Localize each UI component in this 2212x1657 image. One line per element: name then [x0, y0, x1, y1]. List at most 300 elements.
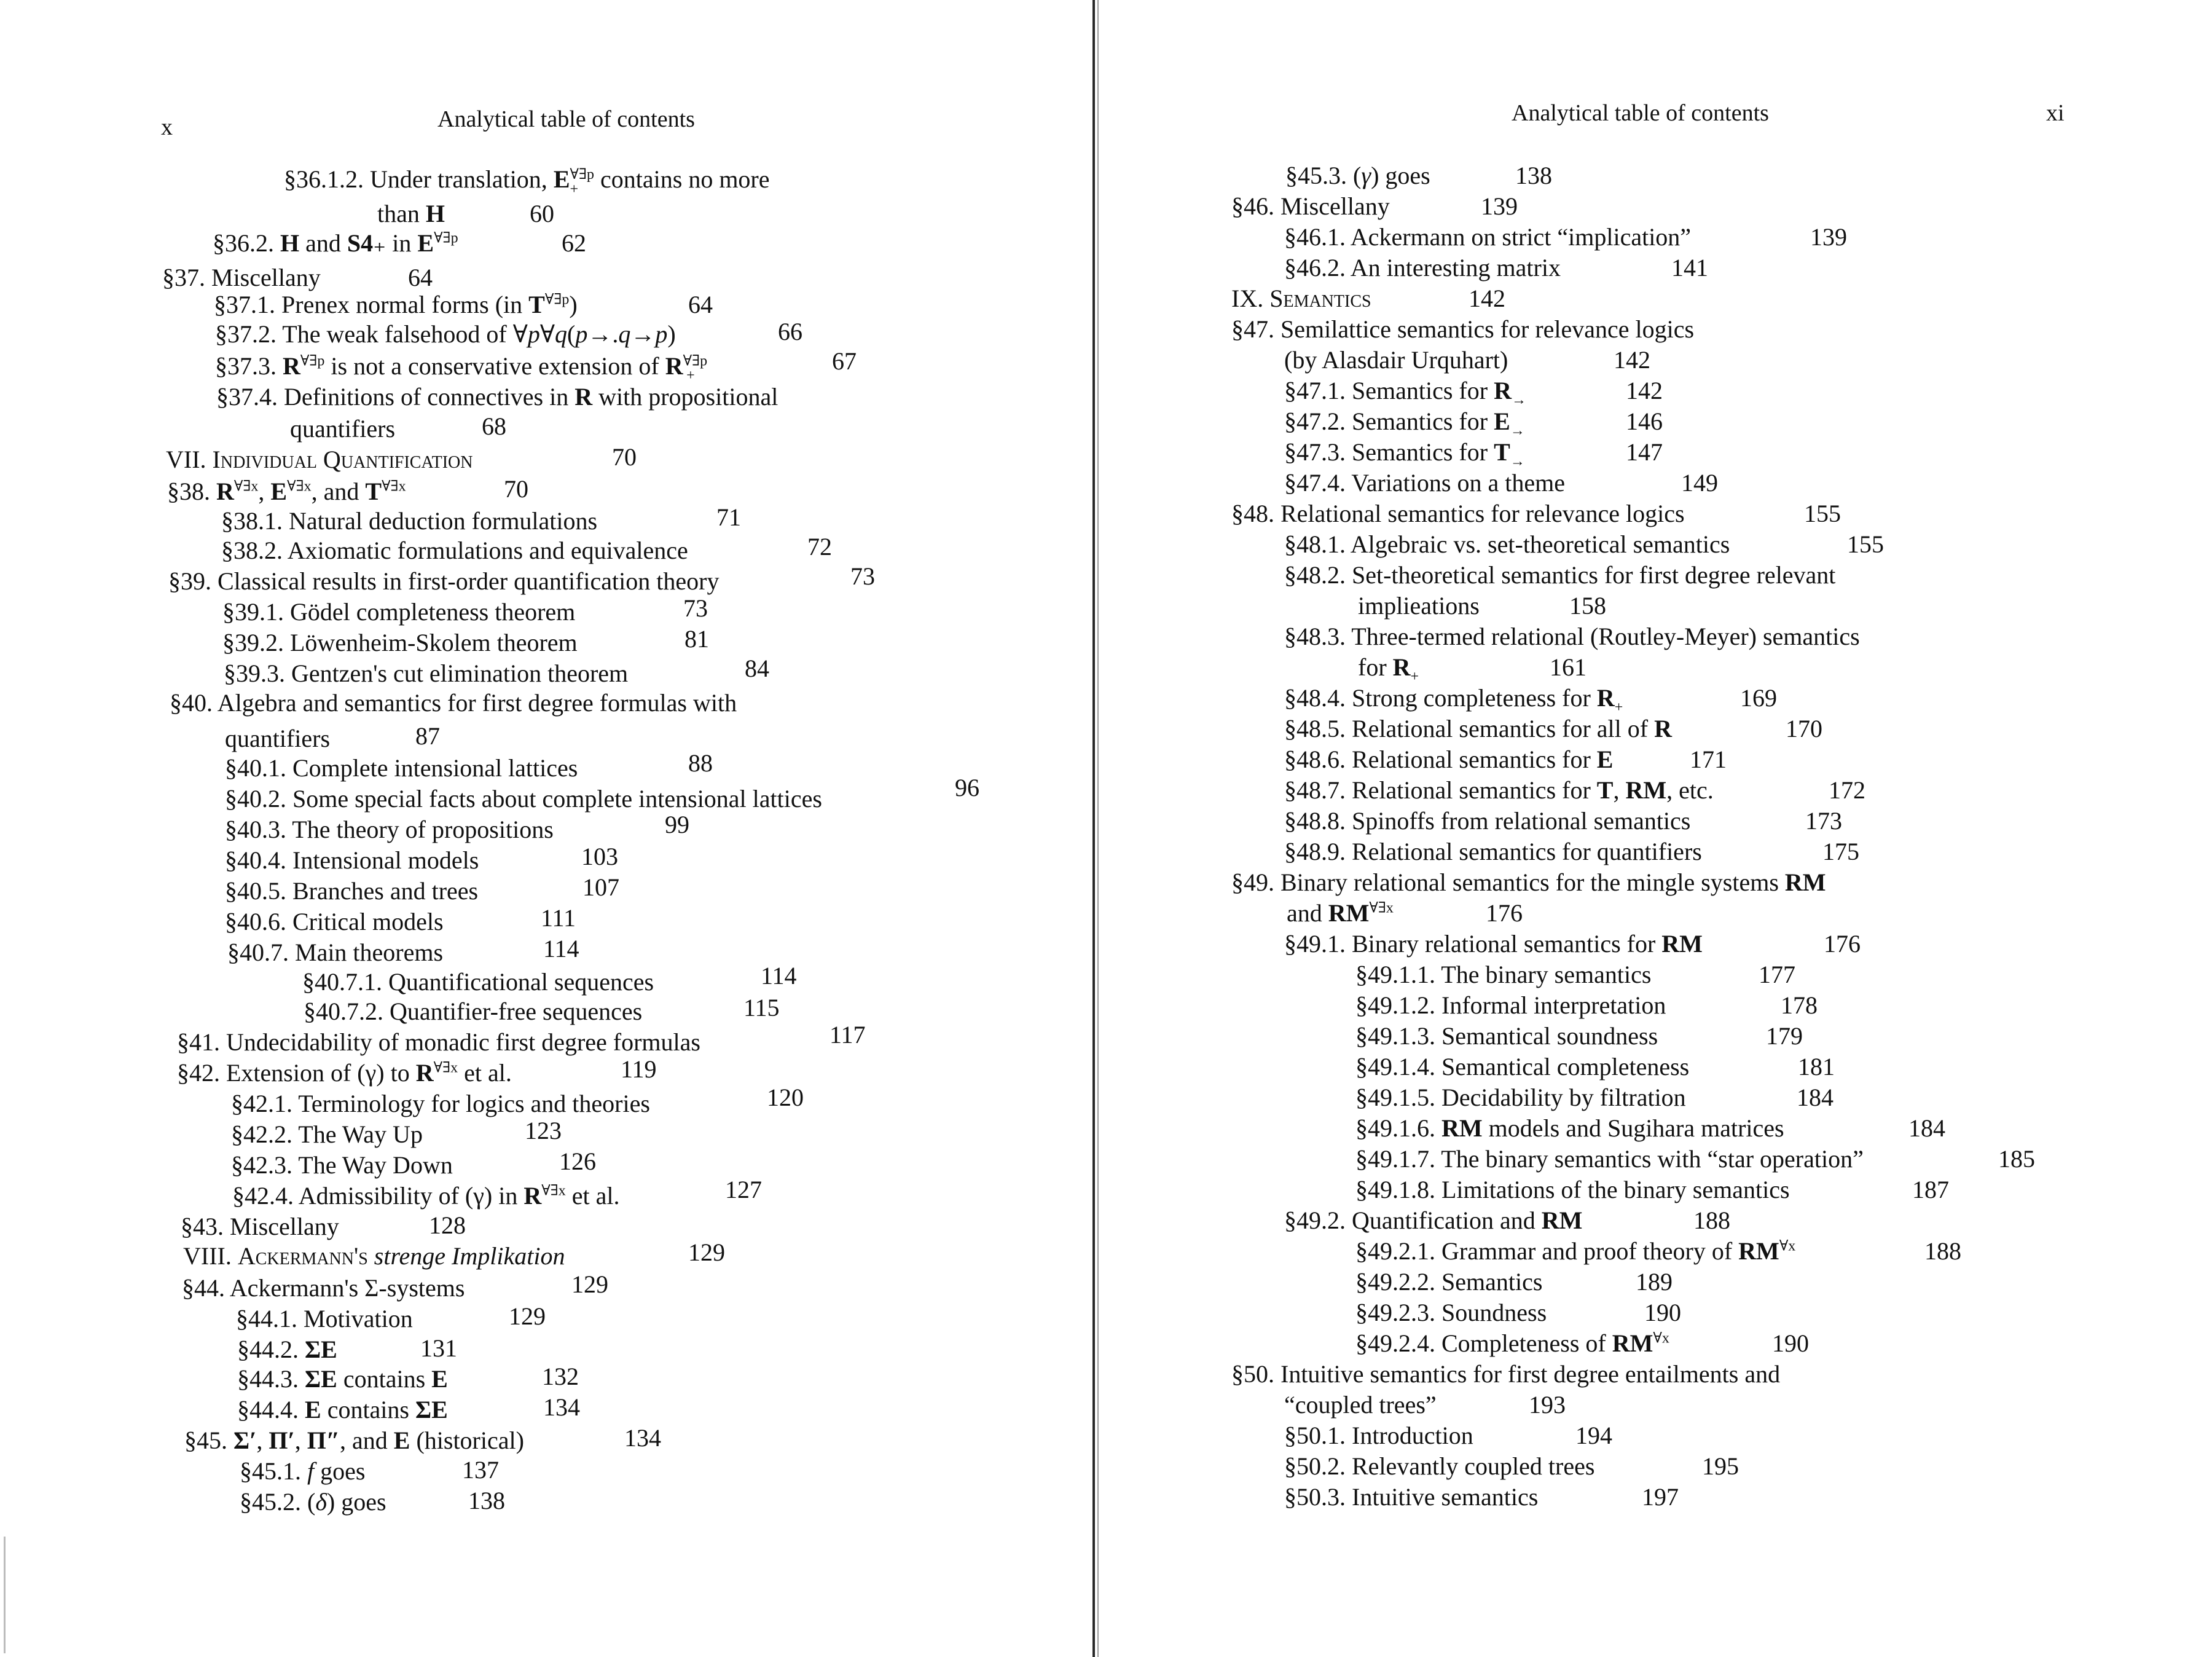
entry-title: H and S4₊ in $E^{\forall\exists p}$ — [280, 229, 458, 257]
entry-number: §37.4. — [216, 383, 278, 411]
toc-entry[interactable] — [1355, 1237, 1795, 1266]
page-number: 188 — [1924, 1237, 1961, 1265]
entry-number: §37.3. — [215, 352, 276, 380]
entry-title: Relevantly coupled trees — [1352, 1452, 1595, 1480]
entry-number: §49.1.4. — [1355, 1053, 1435, 1080]
page-number: 177 — [1759, 961, 1795, 988]
entry-title: Spinoffs from relational semantics — [1352, 807, 1691, 835]
entry-number: §38.1. — [221, 507, 283, 535]
page-number: 126 — [559, 1147, 596, 1175]
page-number: 176 — [1486, 899, 1523, 927]
entry-title: Limitations of the binary semantics — [1441, 1176, 1790, 1203]
page-number: 146 — [1626, 407, 1663, 435]
page-number: 132 — [542, 1363, 579, 1390]
entry-number: §49.1.7. — [1355, 1145, 1435, 1173]
entry-number: §42.4. — [232, 1182, 294, 1210]
page-number: 73 — [683, 594, 708, 622]
entry-number: §47. — [1231, 315, 1274, 343]
page-number: 131 — [420, 1334, 457, 1362]
entry-title: f goes — [307, 1457, 366, 1485]
entry-number: §49.1. — [1284, 930, 1346, 958]
entry-title: (δ) goes — [307, 1488, 386, 1516]
toc-entry[interactable] — [225, 876, 478, 906]
toc-entry[interactable] — [227, 938, 443, 967]
page-number: 134 — [624, 1424, 661, 1452]
toc-entry[interactable] — [221, 536, 688, 565]
entry-number: §44.4. — [237, 1396, 299, 1423]
page-edge-mark — [4, 1537, 6, 1653]
toc-entry[interactable] — [237, 1395, 448, 1425]
entry-title: Ackermann on strict “implication” — [1350, 223, 1692, 251]
entry-number: §44. — [182, 1274, 225, 1302]
entry-title: Strong completeness for $R_+$ — [1352, 684, 1623, 715]
entry-number: §39.2. — [222, 629, 284, 656]
toc-entry[interactable] — [177, 1058, 512, 1088]
page-number: 197 — [1642, 1483, 1679, 1511]
entry-number: §49.1.2. — [1355, 991, 1435, 1019]
entry-number: §47.2. — [1284, 407, 1346, 435]
entry-title: Semantics — [1441, 1268, 1543, 1296]
page-number: 179 — [1766, 1022, 1803, 1050]
entry-title: Gödel completeness theorem — [290, 598, 576, 626]
page-number: 119 — [621, 1055, 657, 1083]
toc-entry[interactable] — [284, 165, 770, 197]
entry-title: Classical results in first-order quantification theory — [218, 567, 720, 595]
book-gutter-shadow — [1097, 0, 1099, 1657]
page-number: 107 — [582, 873, 619, 901]
page-number: 176 — [1824, 930, 1861, 958]
toc-entry-cont: quantifiers — [290, 415, 396, 443]
entry-number: §48. — [1231, 500, 1274, 527]
page-number: 115 — [743, 994, 780, 1021]
entry-title: Ackermann's strenge Implikation — [237, 1242, 565, 1270]
entry-title: Intensional models — [292, 846, 479, 874]
entry-number: IX. — [1231, 285, 1264, 312]
entry-title: Three-termed relational (Routley-Meyer) semantics — [1351, 623, 1860, 650]
entry-title: Relational semantics for relevance logics — [1281, 500, 1685, 527]
entry-number: §36.2. — [213, 229, 274, 257]
entry-title: Gentzen's cut elimination theorem — [291, 659, 629, 687]
page-number: 134 — [543, 1393, 580, 1421]
entry-number: §50.3. — [1284, 1483, 1346, 1511]
toc-entry[interactable] — [222, 628, 578, 658]
page-number: 84 — [745, 655, 769, 682]
page-number: 155 — [1847, 530, 1884, 558]
toc-entry[interactable] — [240, 1457, 365, 1486]
entry-title: Main theorems — [295, 939, 444, 966]
page-number: 128 — [429, 1211, 466, 1239]
entry-title: Binary relational semantics for the mingle systems RM — [1281, 868, 1826, 896]
toc-entry-cont: implieations — [1358, 592, 1480, 620]
entry-number: §41. — [177, 1028, 220, 1056]
entry-number: §49.2.2. — [1355, 1268, 1435, 1296]
toc-entry[interactable] — [1284, 253, 1561, 283]
entry-number: §49.1.8. — [1355, 1176, 1435, 1203]
entry-number: §42.1. — [231, 1090, 292, 1117]
toc-entry[interactable] — [1231, 284, 1371, 313]
entry-number: §46.1. — [1284, 223, 1346, 251]
toc-entry[interactable] — [215, 320, 676, 349]
entry-title: Semantics for $E_\to$ — [1352, 407, 1525, 439]
toc-entry[interactable] — [231, 1089, 650, 1119]
entry-number: §47.1. — [1284, 377, 1346, 404]
toc-entry[interactable] — [1231, 315, 1694, 344]
page-number: 139 — [1810, 223, 1847, 251]
entry-title: Quantificational sequences — [388, 968, 654, 996]
toc-entry[interactable] — [182, 1273, 465, 1303]
page-number: 190 — [1772, 1329, 1809, 1357]
toc-entry[interactable] — [214, 290, 578, 320]
toc-entry[interactable] — [1284, 1452, 1594, 1481]
entry-number: §44.1. — [236, 1305, 297, 1332]
entry-number: §47.3. — [1284, 438, 1346, 466]
entry-title: Motivation — [304, 1305, 413, 1332]
page-number: 195 — [1702, 1452, 1739, 1480]
toc-entry[interactable] — [231, 1151, 453, 1180]
page-number: 141 — [1671, 254, 1708, 281]
entry-number: §38.2. — [221, 537, 283, 564]
page-number: 67 — [832, 347, 857, 375]
entry-number: §37.2. — [215, 320, 276, 348]
entry-number: §50.2. — [1284, 1452, 1346, 1480]
running-head-right: Analytical table of contents — [1512, 100, 1769, 126]
entry-number: §48.2. — [1284, 561, 1346, 589]
entry-title: Extension of (γ) to $R^{\forall\exists x}$ et al. — [226, 1059, 512, 1087]
toc-entry[interactable] — [184, 1426, 524, 1455]
entry-title: Variations on a theme — [1351, 469, 1565, 497]
page-number: 127 — [725, 1176, 762, 1203]
entry-title: Löwenheim-Skolem theorem — [290, 629, 578, 656]
toc-entry[interactable] — [237, 1335, 337, 1364]
page-number: 193 — [1529, 1391, 1566, 1419]
entry-title: Relational semantics for E — [1352, 746, 1614, 773]
toc-entry[interactable] — [225, 907, 444, 937]
toc-entry[interactable] — [1355, 1144, 1864, 1174]
page-number: 158 — [1569, 592, 1606, 620]
entry-number: §48.6. — [1284, 746, 1346, 773]
page-number: 120 — [767, 1084, 804, 1111]
entry-title: Under translation, E ∀∃p + contains no more — [370, 165, 770, 197]
page-number: 155 — [1804, 500, 1841, 527]
entry-number: §40.1. — [225, 754, 286, 782]
page-number: 170 — [1786, 715, 1822, 742]
toc-entry[interactable] — [1231, 868, 1826, 897]
entry-number: §45. — [184, 1427, 227, 1454]
toc-entry[interactable] — [1284, 222, 1691, 252]
toc-entry[interactable] — [1355, 1329, 1669, 1358]
toc-entry[interactable] — [1355, 1114, 1784, 1143]
entry-number: VII. — [166, 446, 206, 473]
toc-entry[interactable] — [231, 1120, 423, 1149]
entry-title: Relational semantics for quantifiers — [1352, 838, 1702, 865]
page-number: 172 — [1829, 776, 1865, 804]
entry-number: §49.1.1. — [1355, 961, 1435, 988]
entry-title: RM models and Sugihara matrices — [1441, 1114, 1784, 1142]
entry-number: §40. — [170, 689, 213, 717]
entry-number: §49.2. — [1284, 1206, 1346, 1234]
page-number: 114 — [543, 935, 579, 962]
entry-title: Relational semantics for all of R — [1352, 715, 1672, 742]
folio-right: xi — [2046, 100, 2065, 126]
page-number: 139 — [1481, 192, 1518, 220]
entry-title: Natural deduction formulations — [289, 507, 598, 535]
page-number: 70 — [504, 475, 528, 503]
toc-entry[interactable] — [1284, 837, 1702, 867]
entry-number: §45.1. — [240, 1457, 301, 1485]
entry-title: (γ) goes — [1353, 162, 1430, 189]
page-number: 60 — [530, 200, 554, 227]
entry-number: §50. — [1231, 1360, 1274, 1388]
entry-number: §40.7.2. — [304, 998, 383, 1025]
entry-title: An interesting matrix — [1350, 254, 1561, 281]
folio-left: x — [161, 114, 173, 140]
entry-number: §49.2.3. — [1355, 1299, 1435, 1326]
page-number: 111 — [541, 904, 576, 932]
entry-title: Semantical soundness — [1441, 1022, 1658, 1050]
toc-entry[interactable] — [240, 1487, 386, 1517]
toc-entry[interactable] — [1355, 1298, 1547, 1328]
page-number: 64 — [408, 264, 433, 291]
page-number: 129 — [688, 1238, 725, 1266]
entry-title: The weak falsehood of ∀p∀q(p→.q→p) — [282, 320, 676, 348]
entry-number: §36.1.2. — [284, 165, 364, 193]
entry-number: §49.1.5. — [1355, 1084, 1435, 1111]
toc-entry[interactable] — [1355, 1083, 1686, 1112]
entry-number: §45.3. — [1285, 162, 1347, 189]
entry-number: §49.2.1. — [1355, 1237, 1435, 1265]
toc-entry[interactable] — [216, 382, 778, 412]
entry-number: §39.3. — [224, 659, 285, 687]
toc-entry[interactable] — [1284, 468, 1565, 498]
entry-title: Axiomatic formulations and equivalence — [287, 537, 688, 564]
toc-entry[interactable] — [1284, 776, 1714, 805]
toc-entry[interactable] — [225, 754, 578, 783]
entry-title: Some special facts about complete intensional lattices — [292, 785, 822, 813]
toc-entry[interactable] — [1284, 561, 1835, 590]
entry-title: The Way Up — [298, 1120, 423, 1148]
running-head-left: Analytical table of contents — [437, 106, 695, 132]
entry-number: §40.7.1. — [302, 968, 382, 996]
toc-entry[interactable] — [225, 815, 554, 844]
toc-entry[interactable] — [304, 997, 642, 1026]
toc-entry[interactable] — [1284, 1421, 1473, 1450]
entry-number: §48.8. — [1284, 807, 1346, 835]
entry-title: ΣE contains E — [305, 1365, 448, 1393]
toc-entry[interactable] — [1355, 1021, 1658, 1051]
entry-number: §44.3. — [237, 1365, 299, 1393]
entry-number: §37.1. — [214, 291, 275, 318]
entry-title: Algebraic vs. set-theoretical semantics — [1350, 530, 1730, 558]
toc-entry-cont: quantifiers — [225, 725, 331, 752]
entry-title: The Way Down — [298, 1151, 453, 1179]
entry-number: §45.2. — [240, 1488, 301, 1516]
entry-number: §49.2.4. — [1355, 1329, 1435, 1357]
entry-title: Quantifier-free sequences — [390, 998, 643, 1025]
entry-number: §42.3. — [231, 1151, 292, 1179]
page-number: 103 — [581, 843, 618, 870]
page-number: 117 — [830, 1021, 866, 1049]
entry-number: VIII. — [183, 1242, 232, 1270]
page-number: 187 — [1912, 1176, 1949, 1203]
page-number: 142 — [1469, 285, 1505, 312]
toc-entry[interactable] — [1284, 806, 1690, 836]
entry-title: Intuitive semantics — [1352, 1483, 1539, 1511]
entry-number: §48.9. — [1284, 838, 1346, 865]
toc-entry[interactable] — [225, 846, 479, 875]
entry-title: Completeness of $RM^{\forall x}$ — [1441, 1329, 1669, 1357]
entry-number: §37. — [162, 264, 205, 291]
entry-title: Semantics for $R_\to$ — [1352, 377, 1526, 408]
page-number: 175 — [1822, 838, 1859, 865]
entry-title: Semantical completeness — [1441, 1053, 1690, 1080]
entry-title: $R^{\forall\exists x}$, $E^{\forall\exists x}$, and $T^{\forall\exists x}$ — [216, 478, 406, 505]
toc-entry[interactable] — [221, 506, 597, 536]
toc-entry[interactable] — [213, 229, 458, 258]
entry-title: Semilattice semantics for relevance logics — [1281, 315, 1695, 343]
toc-entry[interactable] — [1355, 1267, 1542, 1297]
entry-title: ΣE — [305, 1336, 337, 1363]
page-number: 138 — [468, 1487, 505, 1514]
toc-entry[interactable] — [181, 1212, 339, 1242]
entry-number: §43. — [181, 1213, 224, 1240]
page-number: 147 — [1626, 438, 1663, 466]
entry-title: $R^{\forall\exists p}$ is not a conservative extension of $R^{\forall\exists p}_+$ — [283, 352, 708, 384]
entry-number: §48.4. — [1284, 684, 1346, 712]
entry-title: Prenex normal forms (in $T^{\forall\exists p}$) — [281, 291, 578, 318]
toc-entry[interactable] — [236, 1304, 413, 1334]
entry-title: Semantics for $T_\to$ — [1352, 438, 1525, 470]
toc-entry[interactable] — [183, 1242, 565, 1271]
book-gutter — [1092, 0, 1095, 1657]
page-number: 171 — [1690, 746, 1727, 773]
toc-entry[interactable] — [1284, 1206, 1582, 1235]
toc-entry[interactable] — [1285, 161, 1430, 191]
toc-entry[interactable] — [1231, 1360, 1780, 1389]
entry-number: §40.3. — [225, 816, 286, 843]
toc-entry[interactable] — [302, 967, 654, 997]
page-number: 114 — [761, 962, 797, 990]
toc-entry[interactable] — [167, 477, 406, 506]
entry-title: The theory of propositions — [292, 816, 554, 843]
toc-entry[interactable] — [1284, 1482, 1538, 1512]
entry-title: Relational semantics for T, RM, etc. — [1352, 776, 1714, 804]
toc-entry[interactable] — [1284, 622, 1860, 651]
page-number: 87 — [415, 722, 440, 750]
page-number: 71 — [716, 503, 741, 531]
page-number: 66 — [778, 318, 802, 345]
page-number: 70 — [612, 443, 637, 471]
page-number: 181 — [1798, 1053, 1835, 1080]
entry-title: Admissibility of (γ) in $R^{\forall\exists x}$ et al. — [298, 1182, 620, 1210]
page-number: 178 — [1781, 991, 1818, 1019]
entry-title: Algebra and semantics for first degree formulas with — [217, 689, 737, 717]
page-number: 68 — [482, 412, 506, 440]
toc-entry[interactable] — [1231, 499, 1685, 529]
toc-entry[interactable] — [162, 263, 321, 293]
page-number: 62 — [562, 229, 586, 257]
entry-number: §47.4. — [1284, 469, 1346, 497]
toc-entry[interactable] — [170, 688, 737, 718]
toc-entry[interactable] — [232, 1181, 620, 1211]
page-number: 149 — [1681, 469, 1718, 497]
entry-title: E contains ΣE — [305, 1396, 448, 1423]
toc-entry[interactable] — [1284, 530, 1730, 559]
page-number: 129 — [509, 1302, 546, 1330]
entry-number: §49. — [1231, 868, 1274, 896]
toc-entry[interactable] — [222, 597, 575, 627]
entry-number: §40.6. — [225, 908, 286, 935]
entry-number: §40.5. — [225, 877, 286, 905]
entry-number: §48.1. — [1284, 530, 1346, 558]
toc-entry[interactable] — [1284, 929, 1703, 959]
toc-entry[interactable] — [166, 445, 473, 474]
toc-entry[interactable] — [1284, 714, 1672, 744]
entry-title: Undecidability of monadic first degree formulas — [226, 1028, 700, 1056]
toc-entry[interactable] — [1231, 192, 1390, 221]
page-number: 138 — [1515, 162, 1552, 189]
entry-number: §49.1.6. — [1355, 1114, 1435, 1142]
page-number: 194 — [1575, 1422, 1612, 1449]
entry-number: §50.1. — [1284, 1422, 1346, 1449]
toc-entry[interactable] — [177, 1028, 700, 1057]
toc-entry[interactable] — [1284, 745, 1613, 774]
entry-number: §48.7. — [1284, 776, 1346, 804]
entry-number: §40.4. — [225, 846, 286, 874]
page-number: 185 — [1998, 1145, 2035, 1173]
toc-entry[interactable] — [224, 659, 628, 688]
entry-title: Grammar and proof theory of $RM^{\forall x}$ — [1441, 1237, 1796, 1265]
toc-entry[interactable] — [225, 784, 822, 814]
toc-entry[interactable] — [1355, 1052, 1689, 1082]
entry-number: §46. — [1231, 192, 1274, 220]
entry-number: §46.2. — [1284, 254, 1346, 281]
entry-title: Individual Quantification — [212, 446, 473, 473]
entry-number: §38. — [167, 478, 210, 505]
page-number: 190 — [1644, 1299, 1681, 1326]
page-number: 64 — [688, 291, 713, 318]
toc-entry-cont: “coupled trees” — [1284, 1391, 1437, 1419]
toc-entry[interactable] — [168, 567, 719, 596]
entry-title: Definitions of connectives in R with propositional — [284, 383, 779, 411]
toc-entry[interactable] — [1355, 1175, 1790, 1205]
entry-title: The binary semantics — [1441, 961, 1652, 988]
entry-number: §40.7. — [227, 939, 289, 966]
page-number: 142 — [1626, 377, 1663, 404]
page-number: 184 — [1797, 1084, 1834, 1111]
page-number: 81 — [684, 625, 709, 653]
page-number: 99 — [665, 811, 689, 838]
entry-number: §39.1. — [222, 598, 284, 626]
page-number: 72 — [807, 533, 832, 561]
toc-entry[interactable] — [1355, 991, 1666, 1020]
page-number: 88 — [688, 749, 713, 777]
page-number: 96 — [955, 774, 979, 801]
entry-title: Miscellany — [230, 1213, 339, 1240]
entry-number: §39. — [168, 567, 211, 595]
page-number: 169 — [1740, 684, 1777, 712]
page-number: 142 — [1614, 346, 1650, 374]
page-number: 123 — [525, 1117, 562, 1144]
entry-title: Ackermann's Σ-systems — [229, 1274, 465, 1302]
toc-entry-cont: (by Alasdair Urquhart) — [1284, 346, 1508, 374]
entry-title: Intuitive semantics for first degree entailments and — [1281, 1360, 1781, 1388]
toc-entry[interactable] — [237, 1364, 448, 1394]
toc-entry[interactable] — [1355, 960, 1651, 990]
entry-title: Binary relational semantics for RM — [1352, 930, 1703, 958]
entry-number: §40.2. — [225, 785, 286, 813]
entry-title: Miscellany — [1281, 192, 1390, 220]
toc-entry-cont: for $R_+$ — [1358, 653, 1419, 685]
